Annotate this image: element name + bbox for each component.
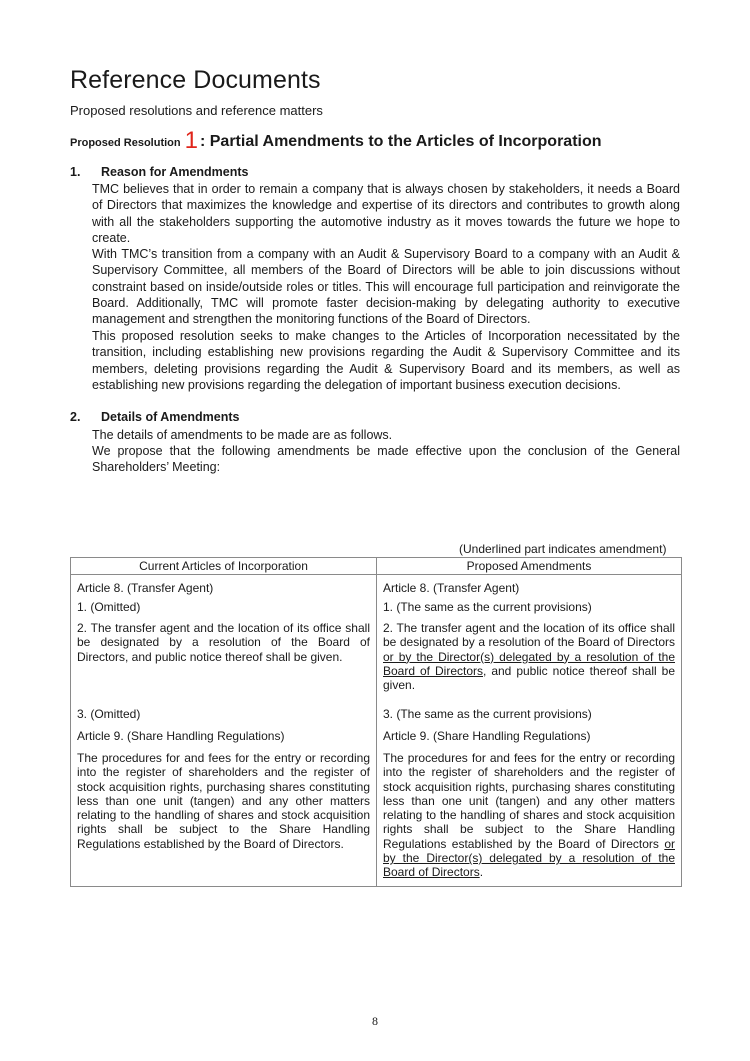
proposed-text: , and public notice thereof shall be given. (383, 663, 675, 693)
paragraph: This proposed resolution seeks to make changes to the Articles of Incorporation necessitated by the transition, including establishing new provisions regarding the Audit & Supervisory Committee and its members, deleting provisions regarding the Audit & Supervisory Board and its members, as well as establishing new provisions regarding the delegation of important business execution decisions. (92, 329, 680, 392)
paragraph: We propose that the following amendments be made effective upon the conclusion of the General Shareholders’ Meeting: (92, 444, 680, 475)
resolution-number: 1 (184, 127, 198, 154)
current-cell: Article 9. (Share Handling Regulations) (71, 729, 377, 751)
table-row (71, 751, 682, 887)
resolution-prefix: Proposed Resolution (70, 137, 181, 149)
current-cell: 3. (Omitted) (71, 707, 377, 729)
current-cell: The procedures for and fees for the entry or recording into the register of shareholders and the register of stock acquisition rights, purchasing shares constituting less than one unit (tangen) and any other matters relating to the handling of shares and stock acquisition rights shall be subject to the Share Handling Regulations established by the Board of Directors. (71, 751, 377, 887)
section-heading-details (70, 410, 239, 424)
paragraph: TMC believes that in order to remain a company that is always chosen by stakeholders, it needs a Board of Directors that maximizes the knowledge and expertise of its directors and contributes to growth along with all the stakeholders supporting the automotive industry as it moves towards the future we hope to create. (92, 182, 680, 245)
table-row (71, 600, 682, 621)
column-header-current: Current Articles of Incorporation (71, 558, 377, 575)
resolution-heading (70, 127, 602, 155)
current-cell: 2. The transfer agent and the location of its office shall be designated by a resolution of the Board of Directors, and public notice thereof shall be given. (71, 621, 377, 707)
paragraph: The details of amendments to be made are as follows. (92, 428, 393, 442)
amendments-table (70, 557, 682, 887)
section-title: Details of Amendments (101, 410, 240, 424)
table-row (71, 729, 682, 751)
amendment-underlined-text: or by the Director(s) delegated by a resolution of the Board of Directors (383, 649, 675, 678)
section-title: Reason for Amendments (101, 165, 249, 179)
table-note: (Underlined part indicates amendment) (459, 542, 667, 556)
table-row (71, 707, 682, 729)
page-title: Reference Documents (70, 66, 321, 94)
table-header-row (71, 558, 682, 575)
page-subtitle: Proposed resolutions and reference matters (70, 103, 323, 118)
proposed-cell: Article 8. (Transfer Agent) (377, 575, 682, 601)
proposed-text: . (479, 865, 484, 880)
proposed-cell: 3. (The same as the current provisions) (377, 707, 682, 729)
section-number: 2. (70, 410, 81, 424)
section-heading-reason (70, 165, 248, 179)
current-cell: 1. (Omitted) (71, 600, 377, 621)
proposed-cell (377, 621, 682, 707)
page-number: 8 (372, 1014, 378, 1028)
paragraph: With TMC’s transition from a company with an Audit & Supervisory Board to a company with an Audit & Supervisory Committee, all members of the Board of Directors will be able to join discussions without constraint based on inside/outside roles or titles. This will encourage full participation and reinvigorate the Board. Additionally, TMC will promote faster decision-making by delegating authority to executive management and strengthen the monitoring functions of the Board of Directors. (92, 247, 680, 327)
resolution-title: : Partial Amendments to the Articles of Incorporation (199, 133, 602, 150)
proposed-text: 2. The transfer agent and the location of its office shall be designated by a resolution of the Board of Directors (383, 621, 675, 650)
table-row (71, 575, 682, 601)
proposed-cell (377, 751, 682, 887)
proposed-cell: 1. (The same as the current provisions) (377, 600, 682, 621)
table-row (71, 621, 682, 707)
proposed-cell: Article 9. (Share Handling Regulations) (377, 729, 682, 751)
column-header-proposed: Proposed Amendments (377, 558, 682, 575)
proposed-text: The procedures for and fees for the entry or recording into the register of shareholders and the register of stock acquisition rights, purchasing shares constituting less than one unit (tangen) and any other matters relating to the handling of shares and stock acquisition rights shall be subject to the Share Handling Regulations established by the Board of Directors (383, 751, 675, 851)
amendment-underlined-text: or by the Director(s) delegated by a resolution of the Board of Directors (383, 836, 675, 880)
current-cell: Article 8. (Transfer Agent) (71, 575, 377, 601)
section-number: 1. (70, 165, 81, 179)
